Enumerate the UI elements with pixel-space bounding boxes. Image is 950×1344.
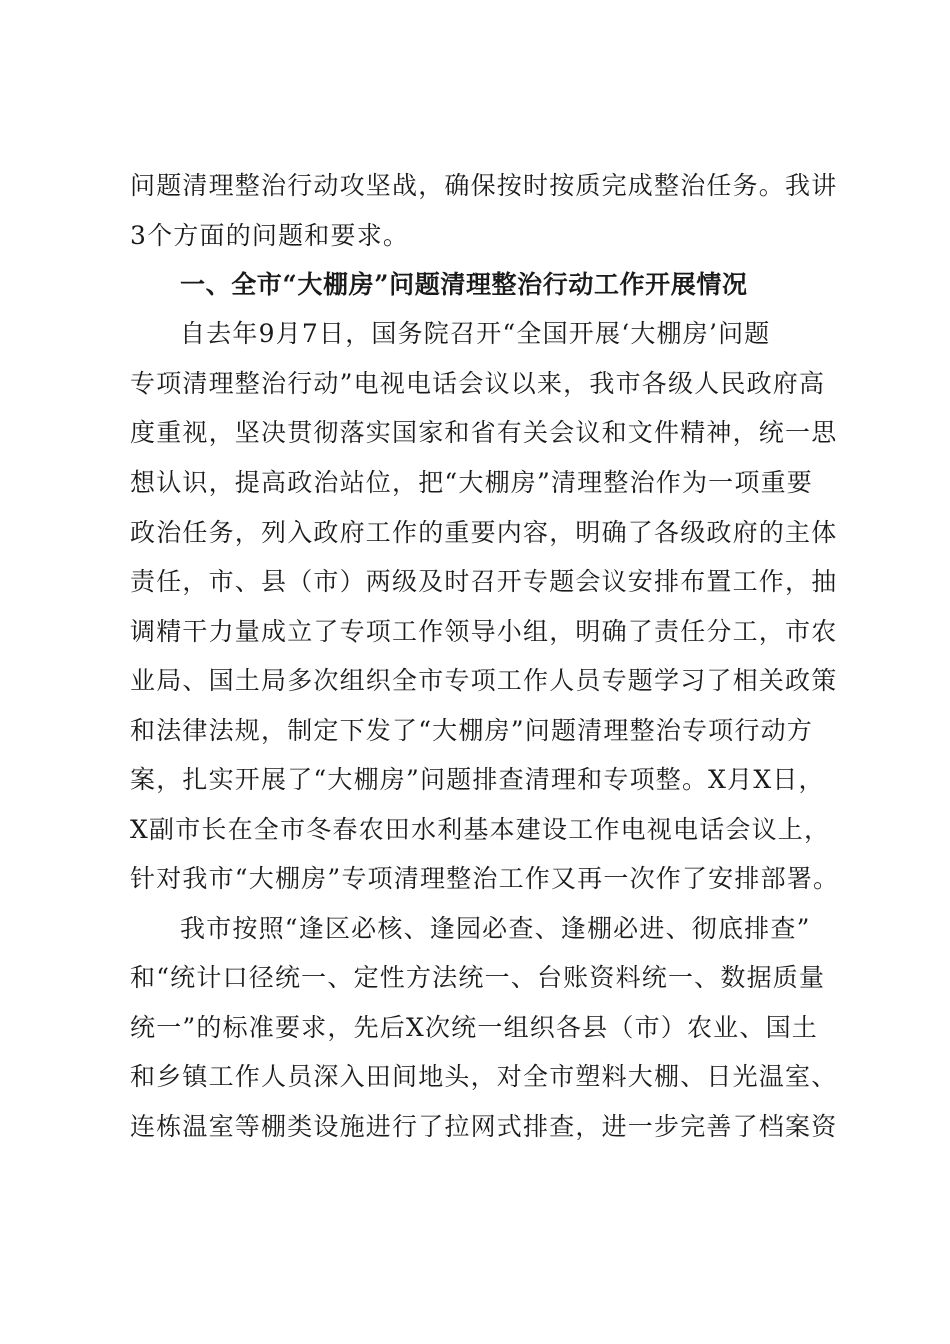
body-text-line: 想认识，提高政治站位，把“大棚房”清理整治作为一项重要 — [130, 468, 813, 497]
body-text-line: 统一”的标准要求，先后X次统一组织各县（市）农业、国土 — [130, 1013, 818, 1042]
body-text-line: 责任，市、县（市）两级及时召开专题会议安排布置工作，抽 — [130, 567, 838, 596]
body-text-line: 政治任务，列入政府工作的重要内容，明确了各级政府的主体 — [130, 518, 838, 547]
body-text-line: 业局、国土局多次组织全市专项工作人员专题学习了相关政策 — [130, 666, 838, 695]
body-text-line: 度重视，坚决贯彻落实国家和省有关会议和文件精神，统一思 — [130, 418, 838, 447]
body-text-line: 连栋温室等棚类设施进行了拉网式排查，进一步完善了档案资 — [130, 1112, 838, 1141]
body-text-line: 问题清理整治行动攻坚战，确保按时按质完成整治任务。我讲 — [130, 171, 838, 200]
body-text-line: X副市长在全市冬春农田水利基本建设工作电视电话会议上， — [130, 815, 831, 844]
body-text-line: 和“统计口径统一、定性方法统一、台账资料统一、数据质量 — [130, 963, 826, 992]
body-text-line: 和乡镇工作人员深入田间地头，对全市塑料大棚、日光温室、 — [130, 1062, 838, 1091]
paragraph-first-line: 我市按照“逢区必核、逢园必查、逢棚必进、彻底排查” — [180, 914, 811, 943]
body-text-line: 3个方面的问题和要求。 — [130, 221, 410, 250]
body-text-line: 案，扎实开展了“大棚房”问题排查清理和专项整。X月X日， — [130, 765, 825, 794]
section-heading: 一、全市“大棚房”问题清理整治行动工作开展情况 — [180, 270, 748, 299]
body-text-line: 调精干力量成立了专项工作领导小组，明确了责任分工，市农 — [130, 617, 838, 646]
body-text-line: 针对我市“大棚房”专项清理整治工作又再一次作了安排部署。 — [130, 864, 840, 893]
body-text-line: 专项清理整治行动”电视电话会议以来，我市各级人民政府高 — [130, 369, 826, 398]
paragraph-first-line: 自去年9月7日，国务院召开“全国开展‘大棚房’问题 — [180, 319, 771, 348]
body-text-line: 和法律法规，制定下发了“大棚房”问题清理整治专项行动方 — [130, 716, 813, 745]
